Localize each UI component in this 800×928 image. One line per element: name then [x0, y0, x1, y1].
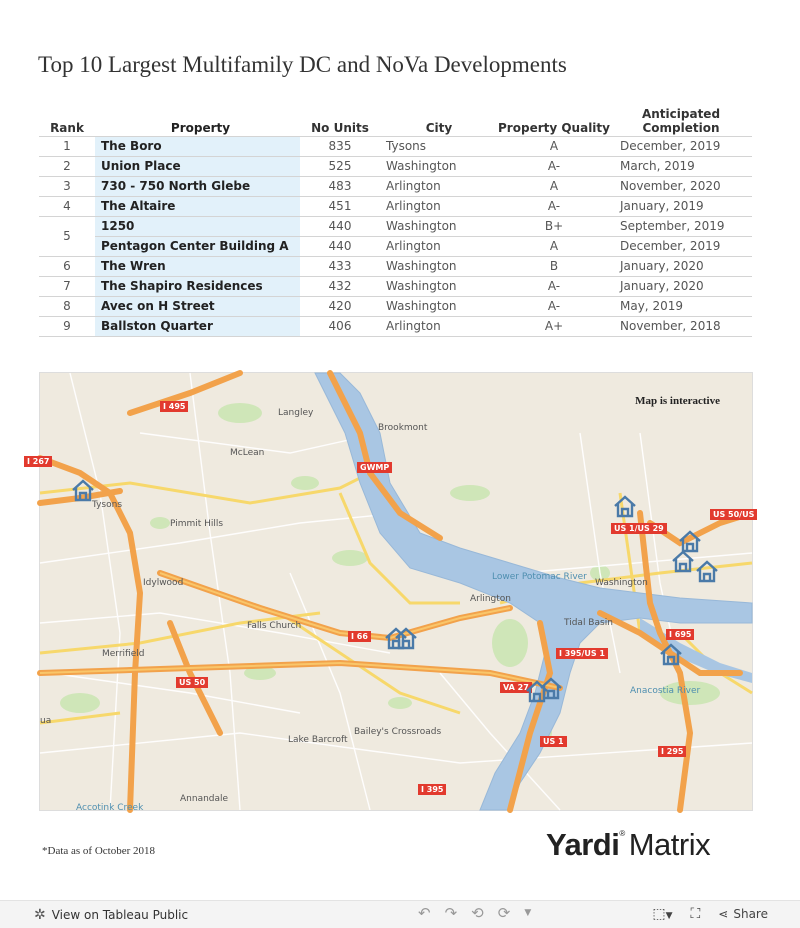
- place-label-brookmont: Brookmont: [378, 423, 428, 433]
- revert-icon[interactable]: ⟲: [471, 904, 484, 922]
- cell-units: 525: [300, 157, 380, 177]
- table-row[interactable]: [39, 237, 752, 257]
- shield-i295: I 295: [658, 746, 686, 757]
- cell-completion: January, 2020: [610, 257, 752, 277]
- download-icon[interactable]: ⬚▼: [652, 906, 673, 922]
- shield-i495: I 495: [160, 401, 188, 412]
- cell-property[interactable]: The Shapiro Residences: [95, 277, 300, 297]
- shield-gwmp: GWMP: [357, 462, 392, 473]
- cell-units: 432: [300, 277, 380, 297]
- place-label-ua: ua: [40, 716, 52, 726]
- cell-property[interactable]: 730 - 750 North Glebe: [95, 177, 300, 197]
- tableau-logo-icon: ✲: [34, 907, 46, 923]
- shield-va27: VA 27: [500, 682, 532, 693]
- cell-units: 406: [300, 317, 380, 337]
- shield-i395: I 395: [418, 784, 446, 795]
- property-pin-house-icon[interactable]: [670, 548, 696, 574]
- table-row[interactable]: [39, 157, 752, 177]
- shield-i-left: I 267: [24, 456, 52, 467]
- cell-completion: January, 2019: [610, 197, 752, 217]
- header-completion[interactable]: Anticipated Completion: [610, 107, 752, 137]
- tableau-toolbar: [0, 900, 800, 928]
- cell-completion: March, 2019: [610, 157, 752, 177]
- cell-quality: B+: [498, 217, 610, 237]
- cell-units: 835: [300, 137, 380, 157]
- cell-completion: November, 2020: [610, 177, 752, 197]
- cell-units: 440: [300, 217, 380, 237]
- place-label-tysons: Tysons: [92, 500, 123, 510]
- pause-dropdown-chevron-icon[interactable]: ▼: [524, 908, 532, 918]
- cell-quality: A: [498, 177, 610, 197]
- cell-completion: September, 2019: [610, 217, 752, 237]
- cell-city: Arlington: [380, 177, 498, 197]
- view-on-tableau-label: View on Tableau Public: [51, 908, 189, 922]
- place-label-falls-church: Falls Church: [247, 621, 302, 631]
- table-row[interactable]: [39, 217, 752, 237]
- redo-icon[interactable]: ↷: [444, 904, 458, 922]
- table-row[interactable]: [39, 257, 752, 277]
- property-pin-house-icon[interactable]: [612, 493, 638, 519]
- cell-quality: B: [498, 257, 610, 277]
- cell-quality: A-: [498, 277, 610, 297]
- property-map[interactable]: [27, 372, 755, 813]
- shield-i395-us1: I 395/US 1: [556, 648, 608, 659]
- cell-completion: November, 2018: [610, 317, 752, 337]
- data-footnote: *Data as of October 2018: [42, 845, 156, 857]
- property-pin-house-icon[interactable]: [694, 558, 720, 584]
- cell-quality: A-: [498, 197, 610, 217]
- cell-quality: A-: [498, 297, 610, 317]
- shield-us50-right: US 50/US: [710, 509, 757, 520]
- cell-property[interactable]: The Altaire: [95, 197, 300, 217]
- cell-property[interactable]: The Wren: [95, 257, 300, 277]
- cell-rank: 3: [39, 177, 95, 197]
- cell-rank: 2: [39, 157, 95, 177]
- place-label-merrifield: Merrifield: [102, 649, 145, 659]
- cell-city: Washington: [380, 297, 498, 317]
- cell-units: 440: [300, 237, 380, 257]
- cell-rank: 5: [39, 217, 95, 257]
- cell-quality: A+: [498, 317, 610, 337]
- place-label-tidal-basin: Tidal Basin: [564, 618, 613, 628]
- brand-name: Yardi: [546, 827, 620, 862]
- cell-property[interactable]: Union Place: [95, 157, 300, 177]
- property-pin-house-icon[interactable]: [393, 625, 419, 651]
- shield-i695: I 695: [666, 629, 694, 640]
- cell-city: Washington: [380, 277, 498, 297]
- place-label-anacostia: Anacostia River: [630, 686, 701, 696]
- shield-us1: US 1: [540, 736, 567, 747]
- place-label-arlington: Arlington: [470, 594, 512, 604]
- undo-icon[interactable]: ↶: [418, 904, 431, 922]
- cell-city: Arlington: [380, 237, 498, 257]
- map-base-layer[interactable]: [40, 373, 752, 810]
- table-row[interactable]: [39, 277, 752, 297]
- share-button[interactable]: [718, 907, 768, 921]
- cell-completion: December, 2019: [610, 137, 752, 157]
- cell-rank: 4: [39, 197, 95, 217]
- cell-rank: 7: [39, 277, 95, 297]
- table-row[interactable]: [39, 197, 752, 217]
- property-pin-house-icon[interactable]: [538, 675, 564, 701]
- cell-property[interactable]: Avec on H Street: [95, 297, 300, 317]
- place-label-idylwood: Idylwood: [143, 578, 184, 588]
- cell-city: Tysons: [380, 137, 498, 157]
- place-label-pimmit-hills: Pimmit Hills: [170, 519, 224, 529]
- header-property[interactable]: Property: [95, 107, 300, 137]
- table-row[interactable]: [39, 177, 752, 197]
- view-on-tableau-link[interactable]: [34, 907, 188, 923]
- cell-units: 433: [300, 257, 380, 277]
- share-label: Share: [733, 907, 768, 921]
- cell-city: Arlington: [380, 317, 498, 337]
- cell-rank: 8: [39, 297, 95, 317]
- cell-units: 451: [300, 197, 380, 217]
- cell-rank: 6: [39, 257, 95, 277]
- cell-units: 420: [300, 297, 380, 317]
- place-label-lower-potomac: Lower Potomac River: [492, 572, 587, 582]
- shield-us1-us29: US 1/US 29: [611, 523, 667, 534]
- yardi-matrix-logo: [546, 827, 710, 863]
- cell-property[interactable]: Ballston Quarter: [95, 317, 300, 337]
- place-label-baileys-crossroads: Bailey's Crossroads: [354, 727, 442, 737]
- brand-product: Matrix: [628, 827, 711, 862]
- place-label-accotink: Accotink Creek: [76, 803, 144, 813]
- cell-city: Arlington: [380, 197, 498, 217]
- fullscreen-icon[interactable]: ⛶: [690, 906, 701, 922]
- toolbar-right-actions: [652, 906, 768, 922]
- shield-us50: US 50: [176, 677, 208, 688]
- cell-city: Washington: [380, 217, 498, 237]
- table-row[interactable]: [39, 297, 752, 317]
- header-rank[interactable]: Rank: [39, 107, 95, 137]
- cell-city: Washington: [380, 157, 498, 177]
- place-label-washington: Washington: [595, 578, 648, 588]
- cell-rank: 1: [39, 137, 95, 157]
- history-controls: [418, 904, 531, 922]
- map-interactive-note: Map is interactive: [635, 395, 720, 407]
- brand-registered-mark: ®: [619, 829, 625, 838]
- place-label-langley: Langley: [278, 408, 314, 418]
- cell-property[interactable]: The Boro: [95, 137, 300, 157]
- cell-city: Washington: [380, 257, 498, 277]
- refresh-icon[interactable]: ⟳: [497, 904, 511, 922]
- cell-quality: A: [498, 237, 610, 257]
- cell-property[interactable]: Pentagon Center Building A: [95, 237, 300, 257]
- cell-quality: A: [498, 137, 610, 157]
- table-row[interactable]: [39, 137, 752, 157]
- table-header-row: [39, 107, 752, 137]
- place-label-mclean: McLean: [230, 448, 265, 458]
- cell-completion: January, 2020: [610, 277, 752, 297]
- place-label-lake-barcroft: Lake Barcroft: [288, 735, 348, 745]
- property-pin-house-icon[interactable]: [70, 477, 96, 503]
- place-label-annandale: Annandale: [180, 794, 229, 804]
- cell-units: 483: [300, 177, 380, 197]
- cell-quality: A-: [498, 157, 610, 177]
- table-row[interactable]: [39, 317, 752, 337]
- page-title: Top 10 Largest Multifamily DC and NoVa Developments: [38, 52, 567, 77]
- header-city[interactable]: City: [380, 107, 498, 137]
- cell-completion: December, 2019: [610, 237, 752, 257]
- cell-completion: May, 2019: [610, 297, 752, 317]
- developments-table: [39, 107, 752, 337]
- cell-property[interactable]: 1250: [95, 217, 300, 237]
- cell-rank: 9: [39, 317, 95, 337]
- share-icon: ⋖: [718, 907, 729, 921]
- shield-i66: I 66: [348, 631, 371, 642]
- header-quality[interactable]: Property Quality: [498, 107, 610, 137]
- property-pin-house-icon[interactable]: [658, 641, 684, 667]
- header-units[interactable]: No Units: [300, 107, 380, 137]
